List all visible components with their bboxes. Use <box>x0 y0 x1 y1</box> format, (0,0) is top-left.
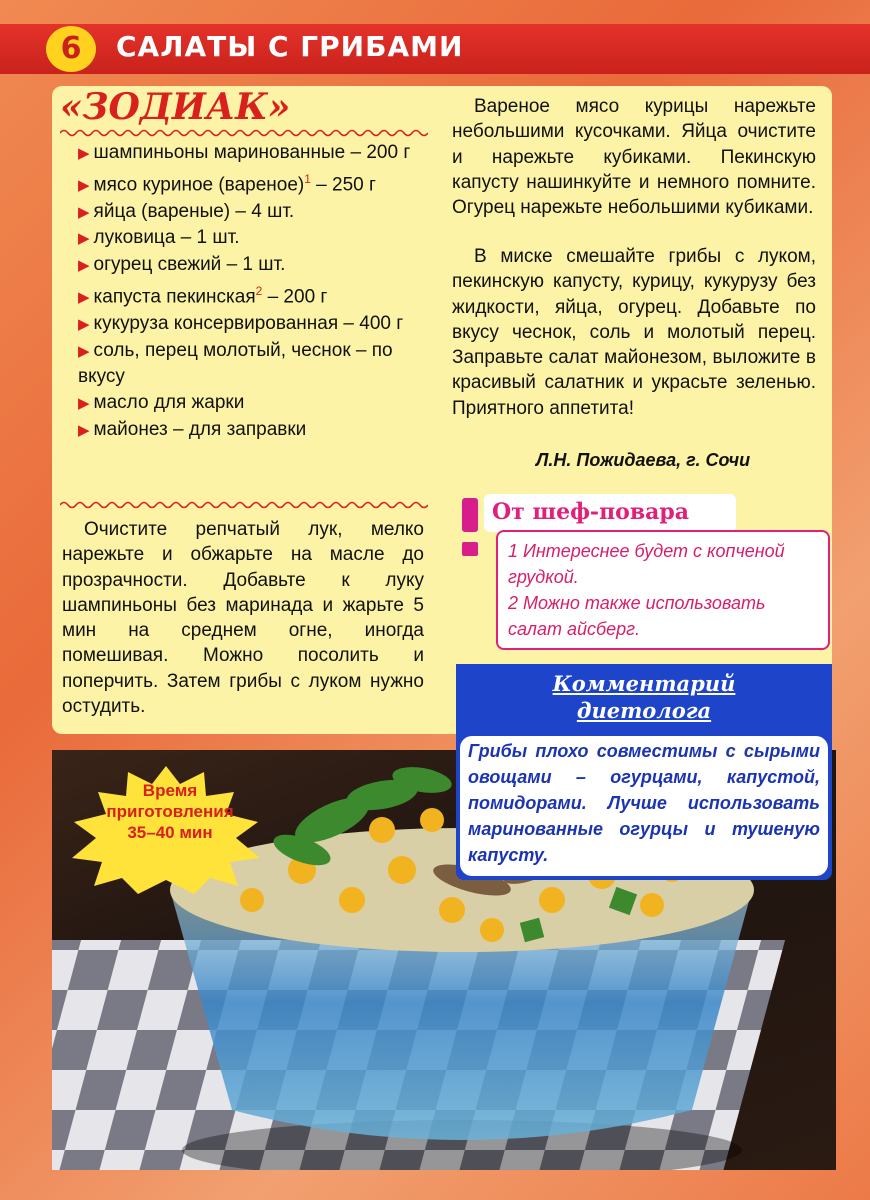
ingredient-item: ▶ капуста пекинская$^2$ – 200 г <box>78 283 328 308</box>
ingredient-item: ▶ майонез – для заправки <box>78 418 307 440</box>
ingredient-item: ▶ масло для жарки <box>78 391 245 413</box>
list-underline-decoration <box>60 500 428 510</box>
bullet-triangle-icon: ▶ <box>78 145 90 162</box>
bullet-triangle-icon: ▶ <box>78 177 90 195</box>
ingredient-item: ▶ мясо куриное (вареное)$^1$ – 250 г <box>78 171 376 196</box>
bullet-triangle-icon: ▶ <box>78 394 90 412</box>
bullet-triangle-icon: ▶ <box>78 257 90 275</box>
bullet-triangle-icon: ▶ <box>78 230 90 248</box>
dietitian-comment: Грибы плохо совместимы с сырыми овощами – огурцами, капустой, помидорами. Лучше использовать маринованные огурцы и тушеную капусту. <box>460 736 828 876</box>
ingredient-item: ▶ кукуруза консервированная – 400 г <box>78 312 404 334</box>
chef-tip-note: 2 Можно также использовать салат айсберг. <box>508 593 766 639</box>
instruction-step-3: В миске смешайте грибы с луком, пекинскую капусту, курицу, кукурузу без жидкости, яйца, огурец. Добавьте по вкусу чеснок, соль и молотый перец. Заправьте салат майонезом, выложите в красивый салатник и украсьте зеленью. Приятного аппетита! <box>452 246 816 419</box>
chef-tip-note: 1 Интереснее будет с копченой грудкой. <box>508 541 785 587</box>
instruction-step-1: Очистите репчатый лук, мелко нарежьте и обжарьте на масле до прозрачности. Добавьте к луку шампиньоны без маринада и жарьте 5 мин на среднем огне, иногда помешивая. Можно посолить и поперчить. Затем грибы с луком нужно остудить. <box>62 519 424 718</box>
ingredient-item: ▶ яйца (вареные) – 4 шт. <box>78 200 295 222</box>
recipe-title: «ЗОДИАК» <box>60 86 291 128</box>
bullet-triangle-icon: ▶ <box>78 342 90 360</box>
ingredient-item: ▶ огурец свежий – 1 шт. <box>78 254 286 276</box>
ingredient-item: ▶ шампиньоны маринованные – 200 г <box>78 142 411 163</box>
footnote-marker: 2 <box>255 283 263 298</box>
exclamation-icon <box>462 498 478 532</box>
ingredients-list <box>78 140 438 443</box>
bullet-triangle-icon: ▶ <box>78 421 90 439</box>
bullet-triangle-icon: ▶ <box>78 203 90 221</box>
footnote-marker: 1 <box>304 171 311 186</box>
chef-tip-box <box>496 530 830 650</box>
bullet-triangle-icon: ▶ <box>78 289 90 307</box>
title-underline-decoration <box>60 128 428 138</box>
recipe-author: Л.Н. Пожидаева, г. Сочи <box>536 450 751 470</box>
bullet-triangle-icon: ▶ <box>78 315 90 333</box>
section-title: САЛАТЫ С ГРИБАМИ <box>116 30 464 63</box>
chef-tip-label: От шеф-повара <box>484 494 736 532</box>
dietitian-title: Комментарий диетолога <box>552 671 736 723</box>
ingredient-item: ▶ луковица – 1 шт. <box>78 227 240 249</box>
ingredient-item: ▶ соль, перец молотый, чеснок – по вкусу <box>78 339 393 388</box>
exclamation-dot <box>462 542 478 556</box>
instruction-step-2: Вареное мясо курицы нарежьте небольшими кусочками. Яйца очистите и нарежьте кубиками. Пекинскую капусту нашинкуйте и немного помните. Огурец нарежьте небольшими кубиками. <box>452 96 816 219</box>
dietitian-header <box>456 664 832 740</box>
cooking-time-text: Время приготовления 35–40 мин <box>106 781 234 842</box>
page-number: 6 <box>46 26 96 72</box>
